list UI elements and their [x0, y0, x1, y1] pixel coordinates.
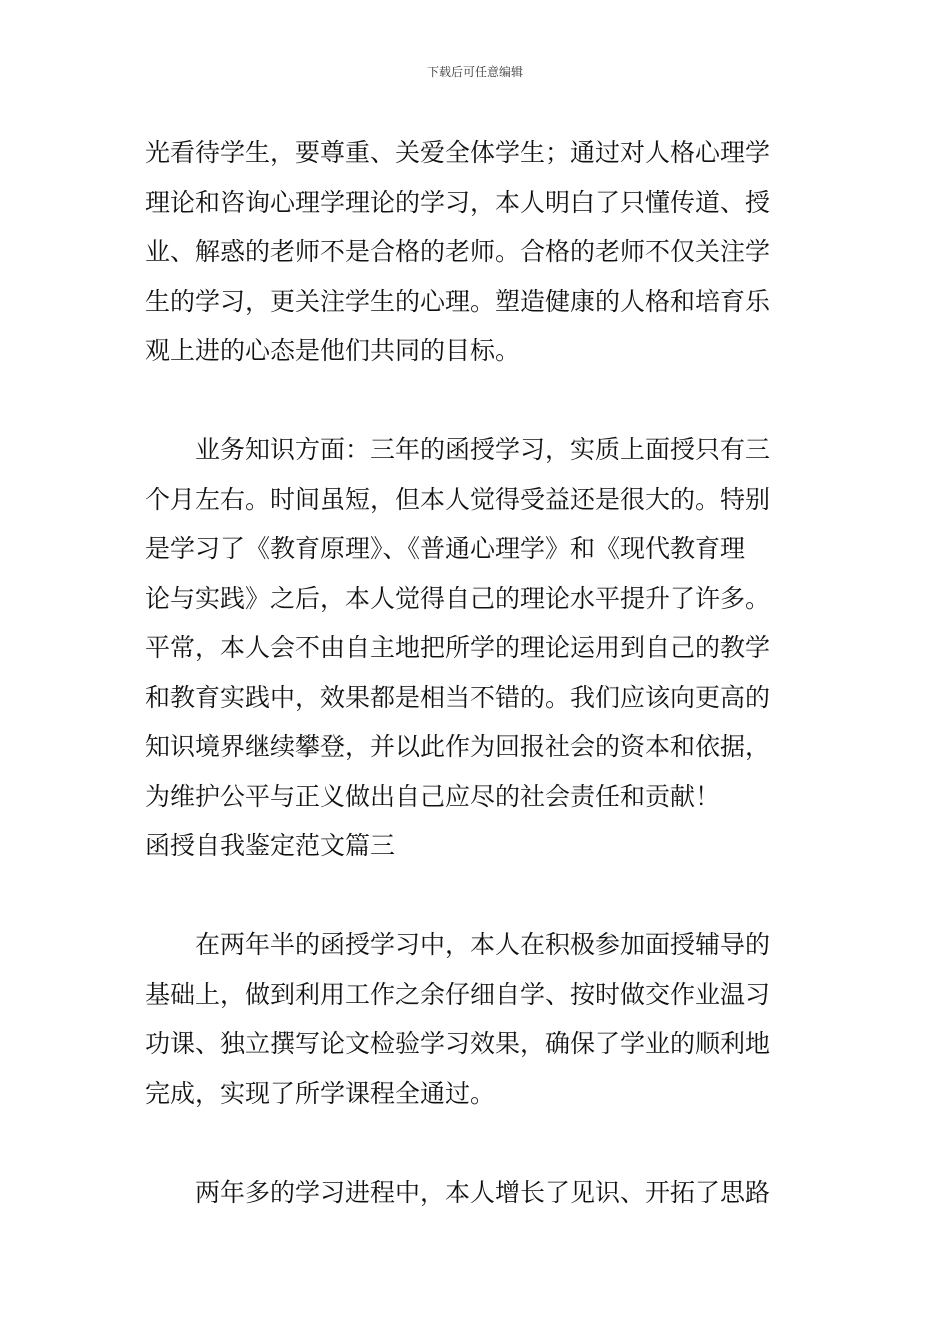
text-line: 完成，实现了所学课程全通过。 [145, 1078, 496, 1108]
text-line: 两年多的学习进程中，本人增长了见识、开拓了思路 [145, 1177, 771, 1207]
text-line: 生的学习，更关注学生的心理。塑造健康的人格和培育乐 [145, 286, 771, 316]
heading-text: 函授自我鉴定范文篇三 [145, 831, 396, 860]
paragraph-4 [145, 1168, 810, 1218]
paragraph-gap [145, 871, 810, 921]
text-line: 为维护公平与正义做出自己应尽的社会责任和贡献！ [145, 781, 721, 811]
text-line: 论与实践》之后，本人觉得自己的理论水平提升了许多。 [145, 583, 771, 613]
text-line: 光看待学生，要尊重、关爱全体学生；通过对人格心理学 [145, 138, 771, 167]
text-line: 业务知识方面：三年的函授学习，实质上面授只有三 [145, 435, 771, 464]
page-header: 下载后可任意编辑 [426, 65, 523, 79]
paragraph-3 [145, 920, 810, 1118]
section-heading [145, 821, 810, 871]
text-line: 平常，本人会不由自主地把所学的理论运用到自己的教学 [145, 633, 771, 662]
text-line: 功课、独立撰写论文检验学习效果，确保了学业的顺利地 [145, 1029, 771, 1058]
paragraph-gap [145, 1118, 810, 1168]
text-line: 理论和咨询心理学理论的学习，本人明白了只懂传道、授 [145, 187, 771, 217]
text-line: 观上进的心态是他们共同的目标。 [145, 336, 521, 365]
text-line: 知识境界继续攀登，并以此作为回报社会的资本和依据， [145, 732, 771, 761]
paragraph-2 [145, 425, 810, 821]
paragraph-1 [145, 128, 810, 376]
text-line: 个月左右。时间虽短，但本人觉得受益还是很大的。特别 [145, 484, 771, 514]
text-line: 是学习了《教育原理》、《普通心理学》和《现代教育理 [145, 534, 746, 563]
text-line: 在两年半的函授学习中，本人在积极参加面授辅导的 [145, 930, 771, 959]
text-line: 业、解惑的老师不是合格的老师。合格的老师不仅关注学 [145, 237, 771, 266]
text-line: 和教育实践中，效果都是相当不错的。我们应该向更高的 [145, 682, 771, 712]
document-body [145, 128, 810, 1217]
paragraph-gap [145, 376, 810, 426]
text-line: 基础上，做到利用工作之余仔细自学、按时做交作业温习 [145, 979, 771, 1009]
